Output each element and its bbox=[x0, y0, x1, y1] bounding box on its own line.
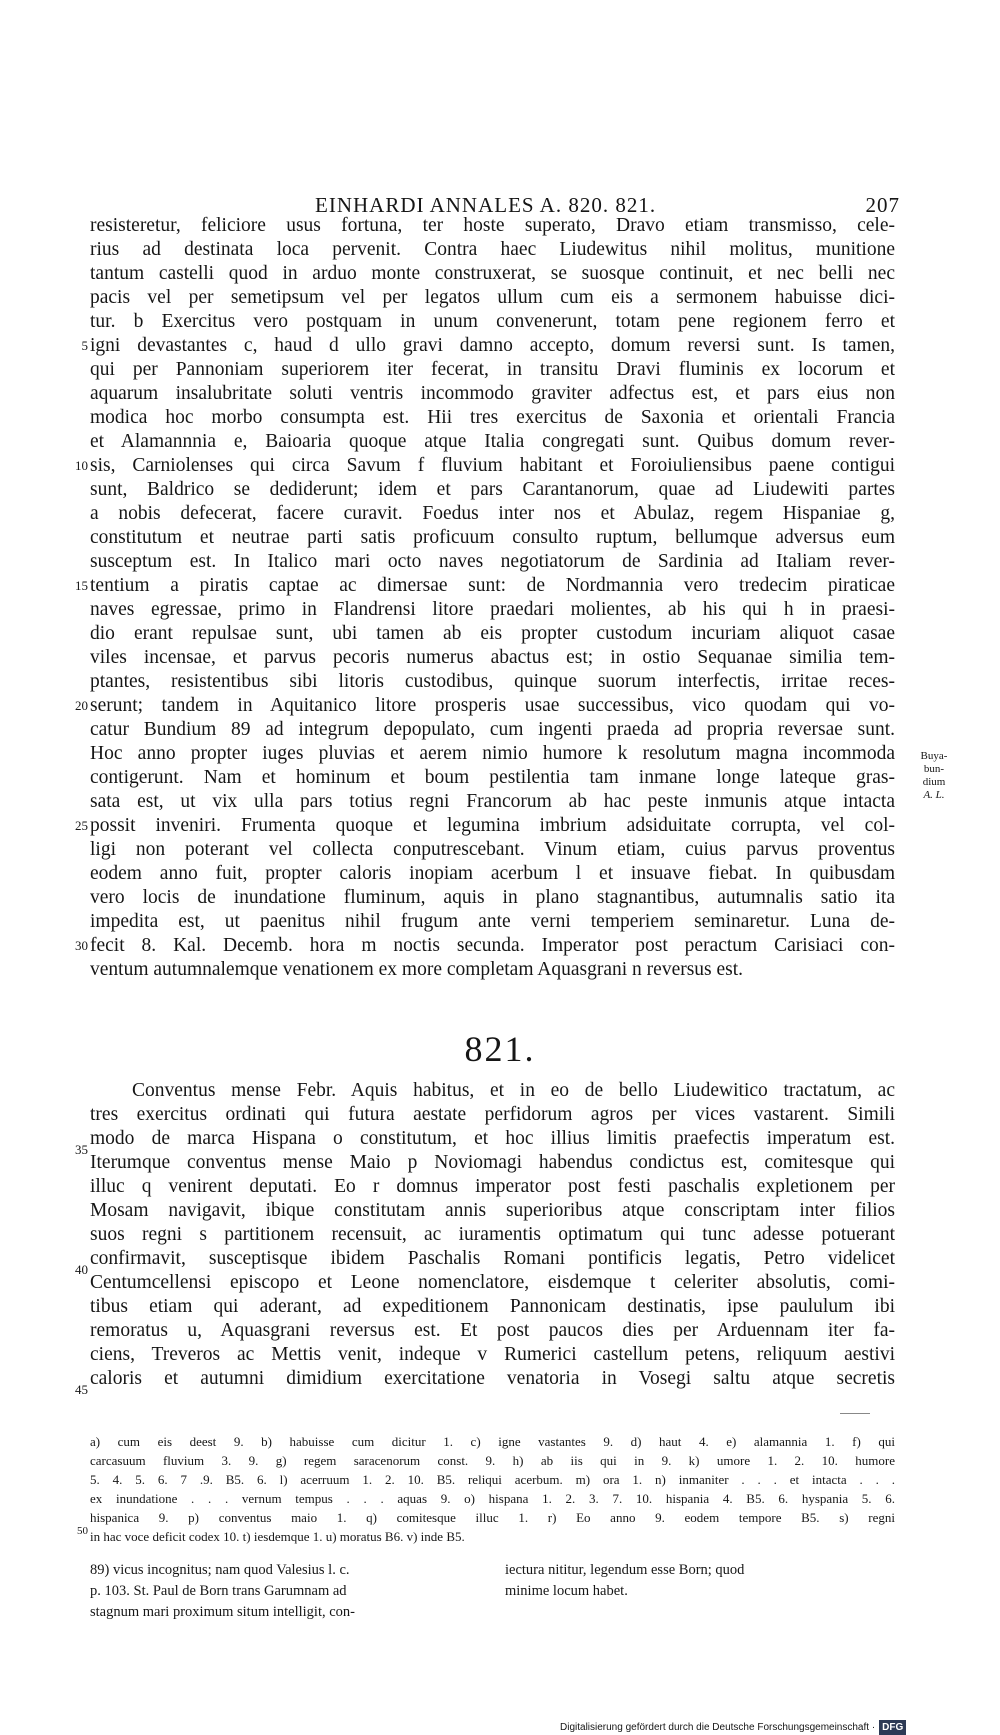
line-number: 5 bbox=[81, 338, 88, 353]
digitization-footer bbox=[560, 1720, 1000, 1735]
text-line: impedita est, ut paenitus nihil frugum ante verni temperiem seminaretur. Luna de- bbox=[90, 911, 895, 932]
text-line: tentium a piratis captae ac dimersae sunt: de Nordmannia vero tredecim piraticae bbox=[90, 575, 895, 596]
footnote-line: 5. 4. 5. 6. 7 .9. B5. 6. l) acerruum 1. 2. 10. B5. reliqui acerbum. m) ora 1. n) inmaniter . . . et intacta . . . bbox=[90, 1472, 895, 1487]
text-line: tibus etiam qui aderant, ad expeditionem Pannonicam destinatis, ipse paululum ibi bbox=[90, 1296, 895, 1317]
text-line: caloris et autumni dimidium exercitatione venatoria in Vosegi saltu atque secretis bbox=[90, 1368, 895, 1389]
text-line: ventum autumnalemque venationem ex more completam Aquasgrani n reversus est. bbox=[90, 959, 744, 980]
text-line: ligi non poterant vel collecta conputrescebant. Vinum etiam, cuius parvus proventus bbox=[90, 839, 895, 860]
text-line: viles incensae, et parvus pecoris numerus abactus est; in ostio Sequanae similia tem- bbox=[90, 647, 895, 668]
line-number: 20 bbox=[75, 698, 88, 713]
margin-note bbox=[910, 750, 958, 802]
margin-note-line: dium bbox=[922, 776, 946, 788]
text-line: igni devastantes c, haud d ullo gravi damno accepto, domum reversi sunt. Is tamen, bbox=[90, 335, 895, 356]
line-number: 15 bbox=[75, 578, 88, 593]
text-line: pacis vel per semetipsum vel per legatos ullum cum eis a sermonem habuisse dici- bbox=[90, 287, 895, 308]
text-line: confirmavit, susceptisque ibidem Paschalis Romani pontificis legatis, Petro videlicet bbox=[90, 1248, 895, 1269]
margin-note-line: A. L. bbox=[923, 789, 945, 801]
page-number: 207 bbox=[865, 193, 900, 217]
text-line: tur. b Exercitus vero postquam in unum convenerunt, totam pene regionem ferro et bbox=[90, 311, 895, 332]
text-line: Conventus mense Febr. Aquis habitus, et in eo de bello Liudewitico tractatum, ac bbox=[132, 1080, 895, 1101]
text-line: Hoc anno propter iuges pluvias et aerem nimio humore k resolutum magna incommoda bbox=[90, 743, 895, 764]
text-line: dio erant repulsae sunt, ubi tamen ab eis propter custodum incuriam aliquot casae bbox=[90, 623, 895, 644]
text-line: constitutum et neutrae parti satis proficuum consulto ruptum, bellumque adversus eum bbox=[90, 527, 895, 548]
footnote-line: hispanica 9. p) conventus maio 1. q) comitesque illuc 1. r) Eo anno 9. eodem tempore B5. s) regni bbox=[90, 1510, 895, 1525]
year-heading: 821. bbox=[464, 1029, 536, 1069]
text-line: modo de marca Hispana o constitutum, et hoc illius limitis praefectis imperatum est. bbox=[90, 1128, 895, 1149]
line-number: 50 bbox=[77, 1525, 88, 1537]
text-line: qui per Pannoniam superiorem iter fecerat, in transitu Dravi fluminis ex locorum et bbox=[90, 359, 895, 380]
footnote-line: carcasuum fluvium 3. 9. g) regem saracenorum const. 9. h) ab iis qui in 9. k) umore 1. 2. 10. humore bbox=[90, 1453, 895, 1468]
footer-text: Digitalisierung gefördert durch die Deutsche Forschungsgemeinschaft · bbox=[560, 1722, 876, 1733]
text-line: ciens, Treveros ac Mettis venit, indeque v Rumerici castellum petens, reliquum aestivi bbox=[90, 1344, 895, 1365]
margin-note-line: bun- bbox=[923, 763, 945, 775]
text-line: Iterumque conventus mense Maio p Noviomagi habendus condictus est, comitesque qui bbox=[90, 1152, 895, 1173]
text-line: tantum castelli quod in arduo monte construxerat, se suosque continuit, et nec belli nec bbox=[90, 263, 895, 284]
editor-note-line: minime locum habet. bbox=[505, 1583, 628, 1599]
editor-note-line: p. 103. St. Paul de Born trans Garumnam ad bbox=[90, 1583, 347, 1599]
running-title: EINHARDI ANNALES A. 820. 821. bbox=[315, 193, 657, 217]
text-line: serunt; tandem in Aquitanico litore prosperis usae successibus, vico quodam qui vo- bbox=[90, 695, 895, 716]
text-line: eodem anno fuit, propter caloris inopiam acerbum l et insuave fiebat. In quibusdam bbox=[90, 863, 895, 884]
margin-note-line: Buya- bbox=[920, 750, 948, 762]
text-line: catur Bundium 89 ad integrum depopulato, cum ingenti praeda ad propria reversae sunt. bbox=[90, 719, 895, 740]
text-line: resisteretur, feliciore usus fortuna, ter hoste superato, Dravo etiam transmisso, cele- bbox=[90, 215, 895, 236]
text-line: possit inveniri. Frumenta quoque et legumina imbrium adsiduitate corrupta, vel col- bbox=[90, 815, 895, 836]
text-line: susceptum est. In Italico mari octo naves negotiatorum de Sardinia ad Italiam rever- bbox=[90, 551, 895, 572]
text-line: ptantes, resistentibus sibi litoris custodibus, quinque suorum interfectis, irritae reces- bbox=[90, 671, 895, 692]
text-line: tres exercitus ordinati qui futura aestate perfidorum agros per vices vastarent. Simili bbox=[90, 1104, 895, 1125]
text-line: sunt, Baldrico se dediderunt; idem et pars Carantanorum, quae ad Liudewiti partes bbox=[90, 479, 895, 500]
footnote-line: a) cum eis deest 9. b) habuisse cum dicitur 1. c) igne vastantes 9. d) haut 4. e) alamannia 1. f) qui bbox=[90, 1434, 895, 1449]
line-number: 10 bbox=[75, 458, 88, 473]
text-line: a nobis defecerat, facere curavit. Foedus inter nos et Abulaz, regem Hispaniae g, bbox=[90, 503, 895, 524]
text-line: suos regni s partitionem recensuit, ac iuramentis optimatum qui tunc adesse potuerant bbox=[90, 1224, 895, 1245]
text-line: contigerunt. Nam et hominum et boum pestilentia tam inmane longe lateque gras- bbox=[90, 767, 895, 788]
footnote-line: ex inundatione . . . vernum tempus . . . aquas 9. o) hispana 1. 2. 3. 7. 10. hispania 4. B5. 6. hyspania 5. 6. bbox=[90, 1491, 895, 1506]
editor-note-line: 89) vicus incognitus; nam quod Valesius l. c. bbox=[90, 1562, 350, 1578]
text-line: illuc q venirent deputati. Eo r domnus imperator post festi paschalis expletionem per bbox=[90, 1176, 895, 1197]
text-line: vero locis de inundatione fluminum, aquis in plano stagnantibus, autumnalis satio ita bbox=[90, 887, 895, 908]
text-line: aquarum insalubritate soluti ventris incommodo graviter adfectus est, et pars eius non bbox=[90, 383, 895, 404]
footnote-line: in hac voce deficit codex 10. t) iesdemque 1. u) moratus B6. v) inde B5. bbox=[90, 1529, 465, 1544]
dfg-logo: DFG bbox=[879, 1720, 906, 1735]
text-line: sis, Carniolenses qui circa Savum f fluvium habitant et Foroiuliensibus paene contigui bbox=[90, 455, 895, 476]
text-line: et Alamannnia e, Baioaria quoque atque Italia congregati sunt. Quibus domum rever- bbox=[90, 431, 895, 452]
text-line: Centumcellensi episcopo et Leone nomenclatore, eisdemque t celeriter absolutis, comi- bbox=[90, 1272, 895, 1293]
line-number: 40 bbox=[75, 1262, 88, 1277]
editor-note-line: iectura nititur, legendum esse Born; quod bbox=[505, 1562, 745, 1578]
text-line: fecit 8. Kal. Decemb. hora m noctis secunda. Imperator post peractum Carisiaci con- bbox=[90, 935, 895, 956]
line-number: 45 bbox=[75, 1382, 88, 1397]
text-line: modica hoc morbo consumpta est. Hii tres exercitus de Saxonia et orientali Francia bbox=[90, 407, 895, 428]
line-number: 25 bbox=[75, 818, 88, 833]
text-line: remoratus u, Aquasgrani reversus est. Et post paucos dies per Arduennam iter fa- bbox=[90, 1320, 895, 1341]
text-line: Mosam navigavit, ibique constitutam annis superioribus atque conscriptam inter filios bbox=[90, 1200, 895, 1221]
divider bbox=[840, 1413, 870, 1414]
text-line: naves egressae, primo in Flandrensi litore praedari molientes, ab his qui h in praesi- bbox=[90, 599, 895, 620]
line-number: 30 bbox=[75, 938, 88, 953]
editor-note-line: stagnum mari proximum situm intelligit, con- bbox=[90, 1604, 356, 1620]
text-line: rius ad destinata loca pervenit. Contra haec Liudewitus nihil molitus, munitione bbox=[90, 239, 895, 260]
text-line: sata est, ut vix ulla pars totius regni Francorum ab hac peste inmunis atque intacta bbox=[90, 791, 895, 812]
line-number: 35 bbox=[75, 1142, 88, 1157]
